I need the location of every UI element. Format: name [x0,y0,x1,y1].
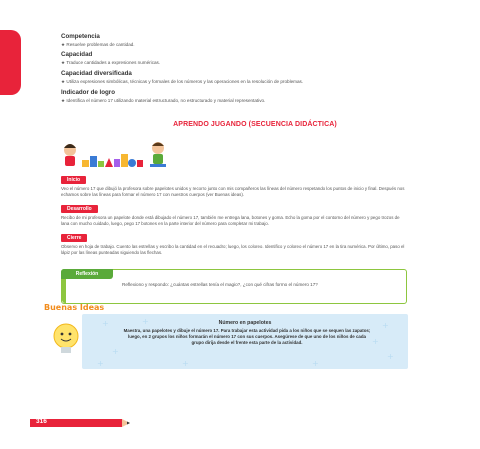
desarrollo-text: Recibo de mi profesora un papelote donde está dibujado el número 17, también me entrega lana, botones y goma. Echo la goma por el contorno del número y pego trozos de lana con mucho cuidado, luego, pego 17 botones en la parte interior del número para completar mi trabajo. [61,215,400,226]
competencia-item [61,42,135,48]
svg-text:+: + [182,359,189,368]
buenas-ideas-text: Maestra, una papelotes y dibuje el número 17. Para trabajar esta actividad pida a los niños que se sequen las zapatos; luego, en 2 grupos los niños formarán el número 17 con sus cuerpos. Asegúrese de que uno de los niños de cada grupo dirija desde el frente esta parte de la actividad. [123,328,371,345]
page-number: 316 [36,418,47,425]
reflexion-text: Reflexiono y respondo: ¿cuántas estrellas tenía el magio?, ¿con qué cifras formo el número 17? [122,282,318,287]
indicador-heading: Indicador de logro [61,89,115,96]
star-bullet-icon: ★ [61,79,66,84]
svg-text:+: + [142,317,149,326]
capacidad-diversificada-text: Utiliza expresiones simbólicas, técnicas y formales de los números y las operaciones en la resolución de problemas. [66,79,304,84]
chapter-tab [0,30,21,95]
star-bullet-icon: ★ [61,60,66,65]
svg-text:+: + [102,319,109,328]
competencia-text: Resuelve problemas de cantidad. [66,42,135,47]
kids-playing-illustration [58,136,176,172]
capacidad-diversificada-item [61,79,303,85]
svg-text:+: + [372,337,379,346]
star-bullet-icon: ★ [61,42,66,47]
indicador-item [61,98,265,104]
svg-text:+: + [97,359,104,368]
indicador-text: Identifica el número 17 utilizando material estructurado, no estructurado y material representativo. [66,98,266,103]
cierre-label: Cierre [61,234,87,242]
svg-text:+: + [382,321,389,330]
buenas-ideas-title: Número en papelotes [218,320,272,326]
svg-text:+: + [312,359,319,368]
capacidad-text: Traduce cantidades a expresiones numéricas. [66,60,161,65]
svg-text:+: + [112,347,119,356]
reflexion-box [61,269,407,304]
inicio-text: Veo el número 17 que dibujó la profesora sobre papelotes unidos y recorro junto con mis compañeros las líneas del número respetando los puntos de inicio y final. Después nos echamos sobre las líneas para formar el número 17 con nuestros cuerpos (ver Buenas ideas). [61,186,405,197]
capacidad-diversificada-heading: Capacidad diversificada [61,70,132,77]
inicio-label: Inicio [61,176,86,184]
buenas-ideas-box [82,314,408,369]
cierre-text: Observo en hoja de trabajo. Cuento las estrellas y escribo la cantidad en el recuadro; luego, los coloreo. Identifico y coloreo el número 17 en la tira numérica. Por último, paso el lápiz por las líneas punteadas siguiendo las flechas. [61,244,405,255]
lightbulb-icon [46,304,90,364]
competencia-heading: Competencia [61,33,100,40]
desarrollo-label: Desarrollo [61,205,98,213]
capacidad-item [61,60,160,66]
section-title: APRENDO JUGANDO (SECUENCIA DIDÁCTICA) [173,121,337,128]
capacidad-heading: Capacidad [61,51,93,58]
reflexion-label: Reflexión [61,269,113,279]
star-bullet-icon: ★ [61,98,66,103]
svg-text:+: + [387,352,394,361]
buenas-ideas-brand: Buenas Ideas [44,303,105,312]
